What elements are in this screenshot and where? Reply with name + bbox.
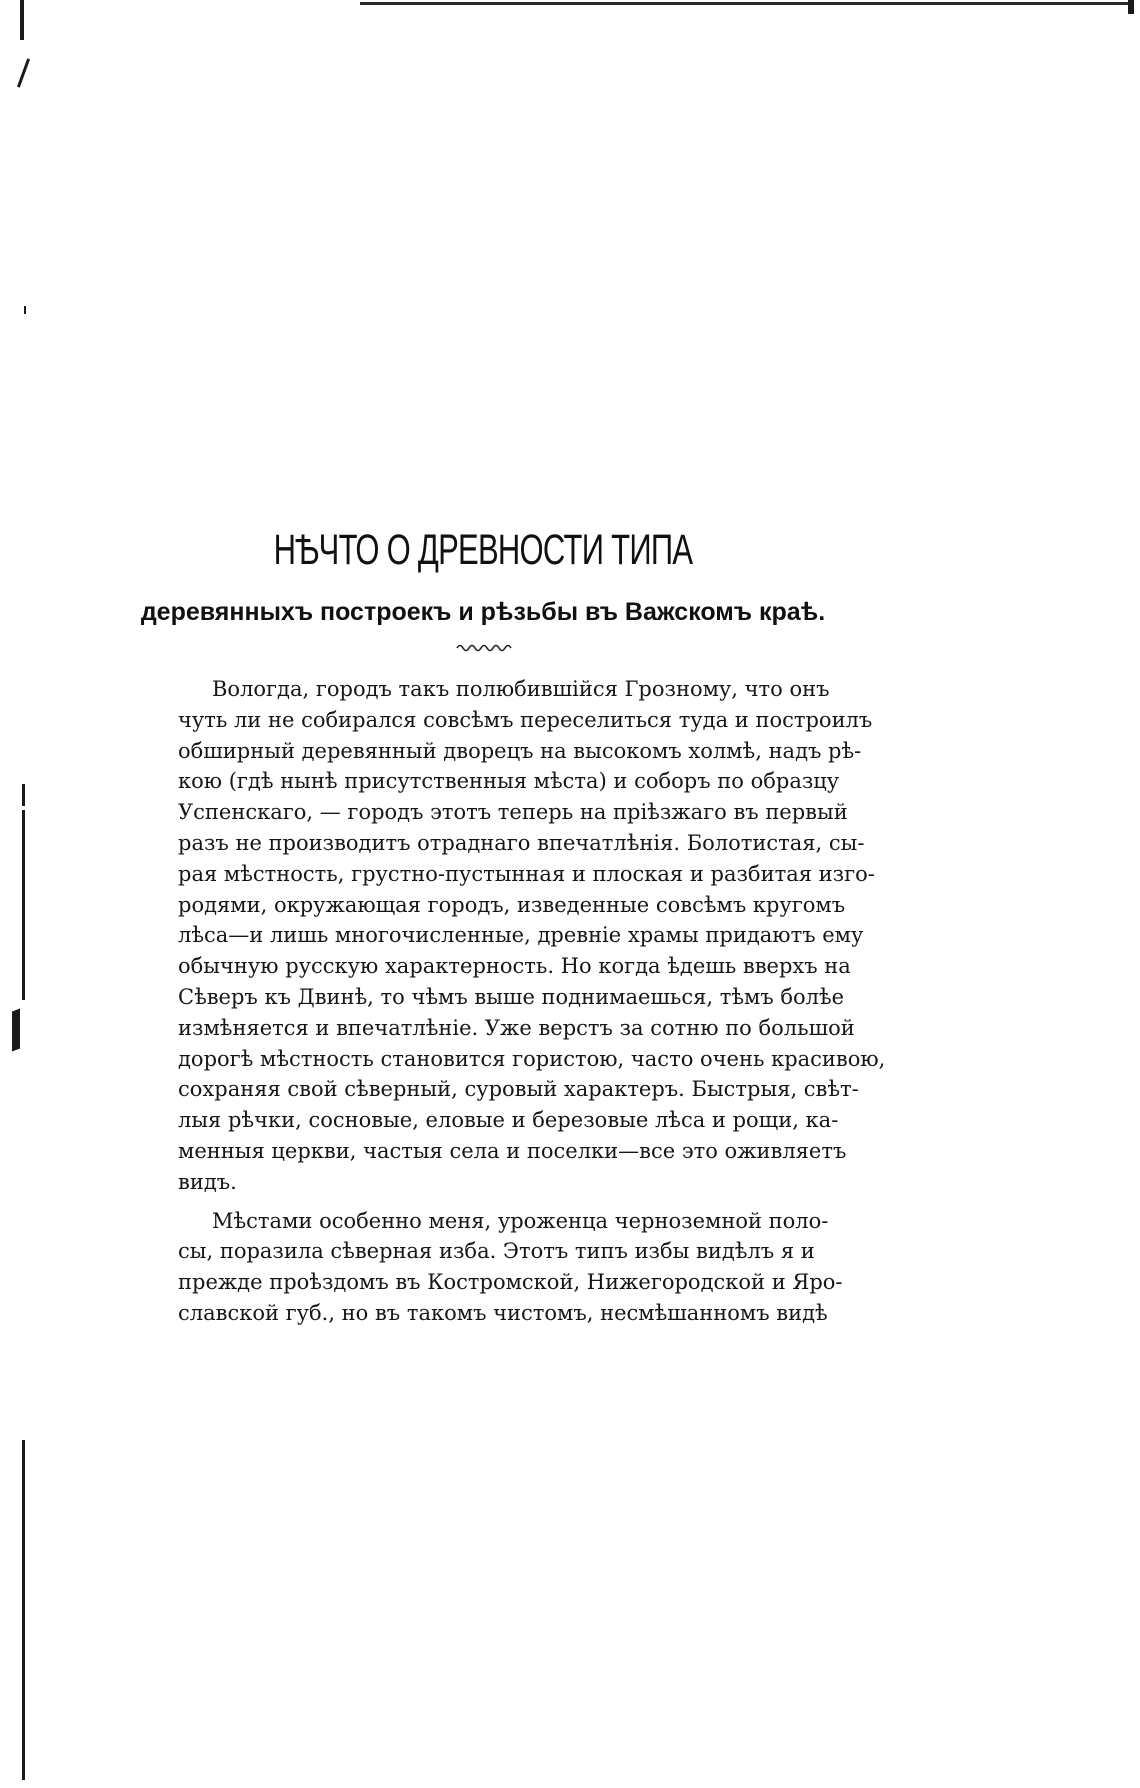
scan-margin-mark <box>22 1440 25 1780</box>
text-line: родями, окружающая городъ, изведенные совсѣмъ кругомъ <box>178 892 846 917</box>
text-line: кою (гдѣ нынѣ присутственныя мѣста) и соборъ по образцу <box>178 769 840 794</box>
text-line: рая мѣстность, грустно-пустынная и плоская и разбитая изго- <box>178 861 875 886</box>
text-line: обширный деревянный дворецъ на высокомъ холмѣ, надъ рѣ- <box>178 738 862 763</box>
paragraph <box>178 1206 843 1329</box>
text-line: Мѣстами особенно меня, уроженца черноземной поло- <box>212 1208 829 1233</box>
text-line: Успенскаго, — городъ этотъ теперь на прiѣзжаго въ первый <box>178 800 848 825</box>
text-line: славской губ., но въ такомъ чистомъ, несмѣшанномъ видѣ <box>178 1300 828 1325</box>
text-line: лѣса—и лишь многочисленные, древнiе храмы придаютъ ему <box>178 923 864 948</box>
scan-margin-mark <box>22 810 25 1000</box>
text-line: сохраняя свой сѣверный, суровый характеръ. Быстрыя, свѣт- <box>178 1077 859 1102</box>
wavy-line-ornament-icon <box>455 640 515 654</box>
scan-margin-mark <box>20 0 24 40</box>
page-title: НѢЧТО О ДРЕВНОСТИ ТИПА <box>273 526 693 574</box>
text-line: Вологда, городъ такъ полюбившiйся Грозному, что онъ <box>212 677 830 701</box>
text-line: прежде проѣздомъ въ Костромской, Нижегородской и Яро- <box>178 1270 843 1295</box>
text-line: Сѣверъ къ Двинѣ, то чѣмъ выше поднимаешься, тѣмъ болѣе <box>178 984 845 1009</box>
scan-top-edge-rule <box>360 2 1130 5</box>
scan-margin-mark <box>12 1009 20 1052</box>
text-line: сы, поразила сѣверная изба. Этотъ типъ избы видѣлъ я и <box>178 1239 815 1264</box>
text-line: разъ не производитъ отраднаго впечатлѣнiя. Болотистая, сы- <box>178 830 865 855</box>
text-line: видъ. <box>178 1169 237 1194</box>
page-subtitle: деревянныхъ построекъ и рѣзьбы въ Важскомъ краѣ. <box>140 598 826 626</box>
text-line: чуть ли не собирался совсѣмъ переселиться туда и построилъ <box>178 707 873 732</box>
text-line: измѣняется и впечатлѣнiе. Уже верстъ за сотню по большой <box>178 1015 855 1040</box>
scan-margin-mark <box>24 306 26 314</box>
scan-margin-mark <box>17 58 30 87</box>
paragraph-gap <box>178 1198 798 1206</box>
paragraph <box>178 674 886 1198</box>
text-line: менныя церкви, частыя села и поселки—все это оживляетъ <box>178 1138 847 1163</box>
text-line: дорогѣ мѣстность становится гористою, часто очень красивою, <box>178 1046 886 1071</box>
scan-margin-mark <box>22 784 25 806</box>
text-line: лыя рѣчки, сосновые, еловые и березовые лѣса и рощи, ка- <box>178 1108 839 1133</box>
text-line: обычную русскую характерность. Но когда ѣдешь вверхъ на <box>178 954 851 979</box>
body-text <box>178 674 886 1329</box>
scan-corner-mark <box>1128 0 1134 14</box>
